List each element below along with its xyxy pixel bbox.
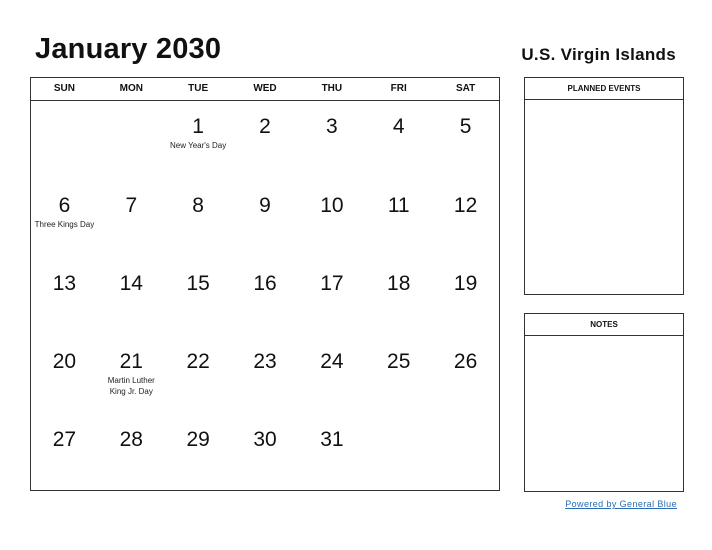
weekday-mon: MON bbox=[119, 83, 143, 94]
notes-heading: NOTES bbox=[525, 314, 683, 336]
day-cell[interactable] bbox=[432, 336, 499, 414]
day-number: 25 bbox=[387, 350, 411, 373]
day-cell[interactable] bbox=[232, 414, 299, 492]
notes-panel[interactable] bbox=[524, 313, 684, 492]
day-cell[interactable] bbox=[432, 101, 499, 180]
weekday-sun: SUN bbox=[53, 83, 75, 94]
day-cell bbox=[31, 101, 98, 180]
day-cell[interactable] bbox=[298, 101, 365, 180]
day-number: 10 bbox=[320, 194, 344, 217]
day-number: 9 bbox=[259, 194, 271, 217]
day-number: 2 bbox=[259, 115, 271, 138]
day-cell[interactable] bbox=[165, 258, 232, 336]
day-cell[interactable] bbox=[232, 180, 299, 258]
day-number: 26 bbox=[453, 350, 478, 373]
day-cell[interactable] bbox=[432, 180, 499, 258]
day-cell[interactable] bbox=[365, 180, 432, 258]
day-cell[interactable] bbox=[365, 336, 432, 414]
day-cell[interactable] bbox=[31, 336, 98, 414]
day-cell bbox=[432, 414, 499, 492]
day-cell[interactable] bbox=[98, 258, 165, 336]
day-number: 11 bbox=[387, 194, 410, 217]
day-cell[interactable] bbox=[298, 336, 365, 414]
weekday-wed: WED bbox=[253, 83, 277, 94]
day-number: 1 bbox=[192, 115, 204, 138]
day-cell[interactable] bbox=[31, 258, 98, 336]
day-number: 16 bbox=[253, 272, 277, 295]
calendar-grid bbox=[30, 77, 500, 491]
weekday-sat: SAT bbox=[455, 83, 476, 94]
day-number: 4 bbox=[392, 115, 405, 138]
holiday-label: New Year's Day bbox=[170, 141, 227, 150]
day-number: 28 bbox=[119, 428, 143, 451]
day-cell[interactable] bbox=[365, 101, 432, 180]
day-number: 17 bbox=[320, 272, 344, 295]
day-cell bbox=[98, 101, 165, 180]
day-cell[interactable] bbox=[98, 414, 165, 492]
day-cell[interactable] bbox=[365, 258, 432, 336]
day-number: 21 bbox=[119, 350, 143, 373]
day-cell[interactable] bbox=[232, 336, 299, 414]
day-number: 7 bbox=[125, 194, 138, 217]
day-cell[interactable] bbox=[165, 414, 232, 492]
day-number: 12 bbox=[453, 194, 478, 217]
weekday-tue: TUE bbox=[188, 83, 209, 94]
day-cell[interactable] bbox=[232, 258, 299, 336]
planned-events-heading: PLANNED EVENTS bbox=[525, 78, 683, 100]
day-cell[interactable] bbox=[31, 414, 98, 492]
day-number: 6 bbox=[58, 194, 71, 217]
powered-by-link[interactable]: Powered by General Blue bbox=[565, 499, 677, 509]
planned-events-panel[interactable] bbox=[524, 77, 684, 295]
day-cell[interactable] bbox=[165, 101, 232, 180]
day-cell[interactable] bbox=[298, 258, 365, 336]
page-title: January 2030 bbox=[35, 33, 222, 65]
weekday-header-row bbox=[31, 78, 499, 101]
day-number: 20 bbox=[52, 350, 77, 373]
day-number: 24 bbox=[320, 350, 344, 373]
day-number: 8 bbox=[192, 194, 204, 217]
day-cell[interactable] bbox=[98, 180, 165, 258]
day-number: 3 bbox=[326, 115, 338, 138]
day-cell bbox=[365, 414, 432, 492]
day-number: 29 bbox=[186, 428, 210, 451]
day-number: 14 bbox=[119, 272, 143, 295]
day-cell[interactable] bbox=[298, 180, 365, 258]
week-row bbox=[31, 336, 499, 414]
day-cell[interactable] bbox=[432, 258, 499, 336]
day-number: 27 bbox=[52, 428, 77, 451]
region-label: U.S. Virgin Islands bbox=[521, 45, 676, 64]
day-cell[interactable] bbox=[31, 180, 98, 258]
day-cell[interactable] bbox=[232, 101, 299, 180]
day-number: 19 bbox=[453, 272, 478, 295]
week-row bbox=[31, 414, 499, 492]
holiday-label: Martin Luther King Jr. Day bbox=[107, 376, 155, 396]
day-number: 18 bbox=[387, 272, 411, 295]
week-row bbox=[31, 258, 499, 336]
weekday-fri: FRI bbox=[390, 83, 407, 94]
day-cell[interactable] bbox=[298, 414, 365, 492]
day-number: 13 bbox=[52, 272, 77, 295]
day-number: 30 bbox=[253, 428, 277, 451]
weeks-container bbox=[31, 101, 499, 492]
day-number: 31 bbox=[320, 428, 344, 451]
day-number: 23 bbox=[253, 350, 277, 373]
day-number: 15 bbox=[186, 272, 210, 295]
day-cell[interactable] bbox=[165, 180, 232, 258]
week-row bbox=[31, 180, 499, 258]
week-row bbox=[31, 101, 499, 180]
holiday-label: Three Kings Day bbox=[34, 220, 95, 229]
day-number: 22 bbox=[186, 350, 210, 373]
day-cell[interactable] bbox=[165, 336, 232, 414]
day-number: 5 bbox=[459, 115, 472, 138]
weekday-thu: THU bbox=[321, 83, 343, 94]
day-cell[interactable] bbox=[98, 336, 165, 414]
